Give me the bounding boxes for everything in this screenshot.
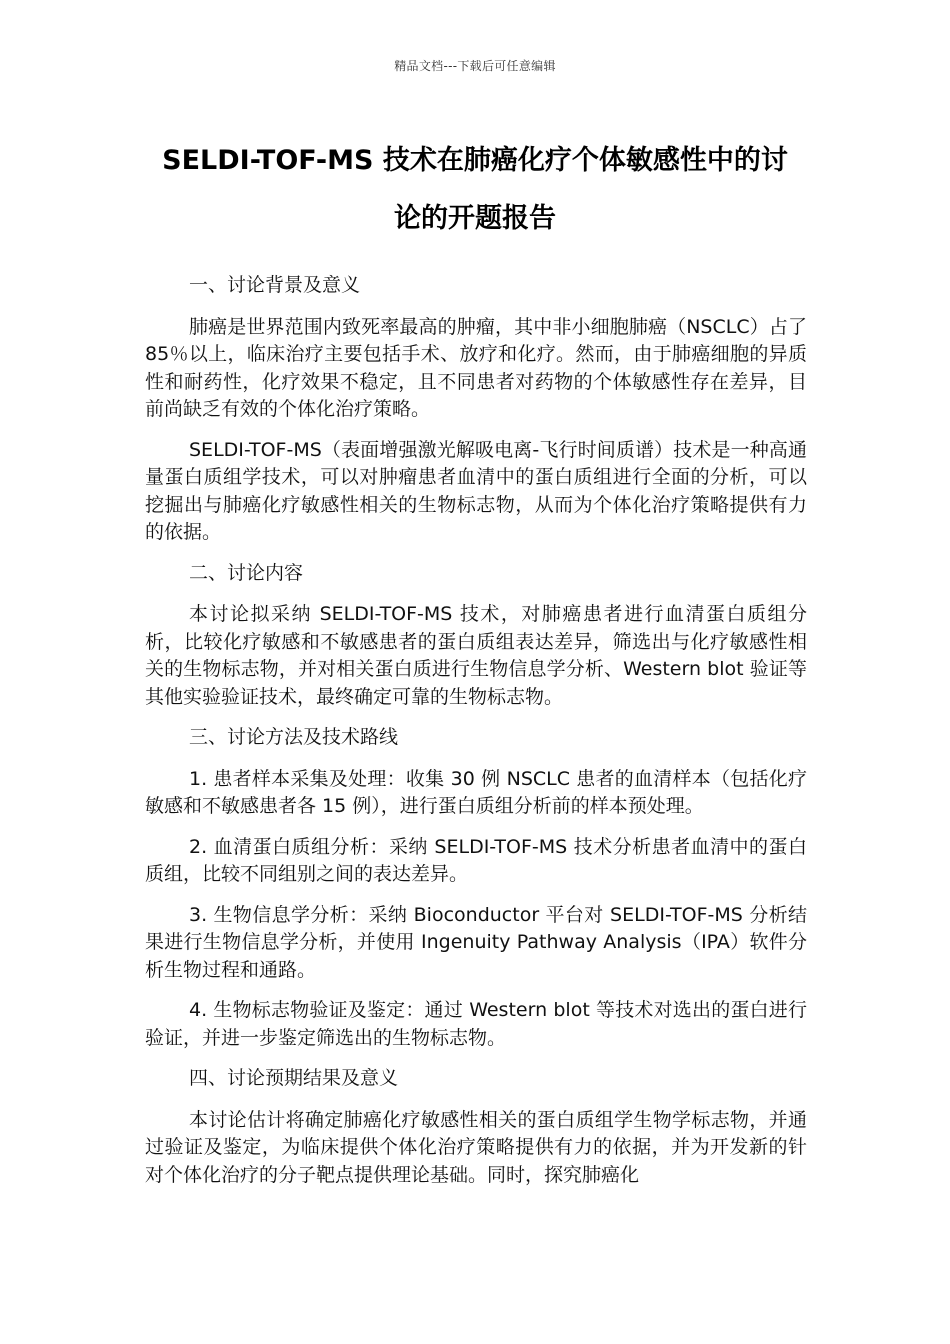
section-heading-background: 一、讨论背景及意义 [189,274,361,296]
title-line-1: SELDI-TOF-MS 技术在肺癌化疗个体敏感性中的讨 [162,145,788,176]
paragraph-content-1: 本讨论拟采纳 SELDI-TOF-MS 技术，对肺癌患者进行血清蛋白质组分析，比较化疗敏感和不敏感患者的蛋白质组表达差异，筛选出与化疗敏感性相关的生物标志物，并对相关蛋白质进行生物信息学分析、Western blot 验证等其他实验验证技术，最终确定可靠的生物标志物。 [145,603,807,708]
section-heading-methods: 三、讨论方法及技术路线 [189,726,399,748]
page-header: 精品文档---下载后可任意编辑 [394,59,556,73]
methods-item-3: 3. 生物信息学分析：采纳 Bioconductor 平台对 SELDI-TOF-MS 分析结果进行生物信息学分析，并使用 Ingenuity Pathway Analysis（IPA）软件分析生物过程和通路。 [145,903,807,981]
title-line-2: 论的开题报告 [394,203,556,234]
methods-item-1: 1. 患者样本采集及处理：收集 30 例 NSCLC 患者的血清样本（包括化疗敏感和不敏感患者各 15 例），进行蛋白质组分析前的样本预处理。 [145,767,807,817]
paragraph-background-1: 肺癌是世界范围内致死率最高的肿瘤，其中非小细胞肺癌（NSCLC）占了 85％以上，临床治疗主要包括手术、放疗和化疗。然而，由于肺癌细胞的异质性和耐药性，化疗效果不稳定，且不同患者对药物的个体敏感性存在差异，目前尚缺乏有效的个体化治疗策略。 [145,315,807,420]
methods-item-4: 4. 生物标志物验证及鉴定：通过 Western blot 等技术对选出的蛋白进行验证，并进一步鉴定筛选出的生物标志物。 [145,999,807,1049]
section-heading-results: 四、讨论预期结果及意义 [189,1067,399,1089]
paragraph-background-2: SELDI-TOF-MS（表面增强激光解吸电离-飞行时间质谱）技术是一种高通量蛋白质组学技术，可以对肿瘤患者血清中的蛋白质组进行全面的分析，可以挖掘出与肺癌化疗敏感性相关的生物标志物，从而为个体化治疗策略提供有力的依据。 [145,438,807,543]
paragraph-results-1: 本讨论估计将确定肺癌化疗敏感性相关的蛋白质组学生物学标志物，并通过验证及鉴定，为临床提供个体化治疗策略提供有力的依据，并为开发新的针对个体化治疗的分子靶点提供理论基础。同时，探究肺癌化 [145,1108,807,1186]
document-body [145,272,807,1202]
methods-item-2: 2. 血清蛋白质组分析：采纳 SELDI-TOF-MS 技术分析患者血清中的蛋白质组，比较不同组别之间的表达差异。 [145,835,807,885]
section-heading-content: 二、讨论内容 [189,561,304,584]
document-title [145,132,805,248]
